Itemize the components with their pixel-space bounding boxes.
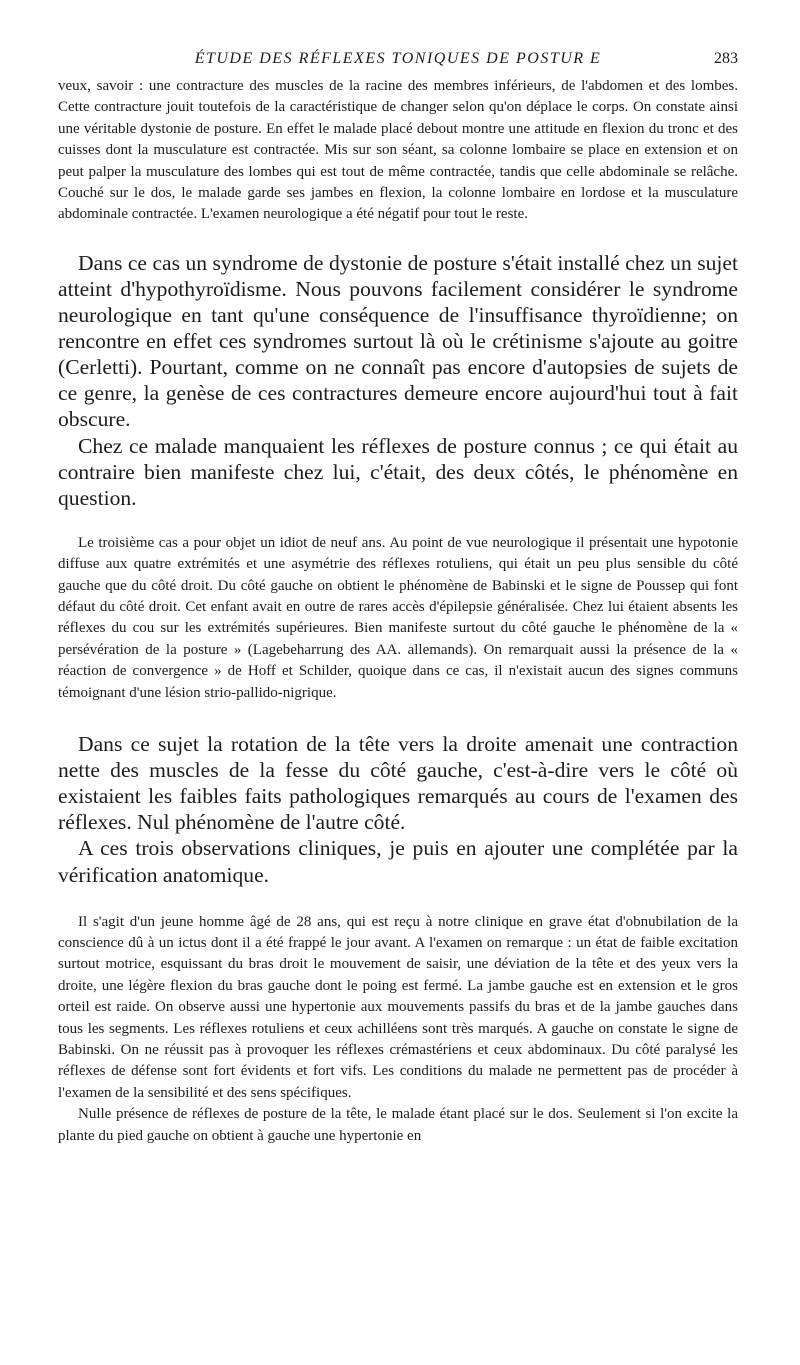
page-number: 283 xyxy=(714,50,738,67)
case-note-paragraph: Nulle présence de réflexes de posture de la tête, le malade étant placé sur le dos. Seulement si l'on excite la plante du pied gauche on obtient à gauche une hypertonie en xyxy=(58,1106,738,1144)
case-note-paragraph: Le troisième cas a pour objet un idiot de neuf ans. Au point de vue neurologique il présentait une hypotonie diffuse aux quatre extrémités et une asymétrie des réflexes rotuliens, qui était un peu plus sensible du côté gauche que du côté droit. Du côté gauche on obtient le phénomène de Babinski et le signe de Poussep qui font défaut du côté droit. Cet enfant avait en outre de rares accès d'épilepsie généralisée. Chez lui étaient absents les réflexes du cou sur les extrémités supérieures. Bien manifeste surtout du côté gauche le phénomène de la « persévération de la posture » (Lagebeharrung des AA. allemands). On remarquait aussi la présence de la « réaction de convergence » de Hoff et Schilder, quoique dans ce cas, il n'existait aucun des signes communs témoignant d'une lésion strio-pallido-nigrique. xyxy=(58,534,738,701)
running-title: ÉTUDE DES RÉFLEXES TONIQUES DE POSTUR E xyxy=(194,50,602,67)
body-paragraph: Dans ce cas un syndrome de dystonie de posture s'était installé chez un sujet atteint d'hypothyroïdisme. Nous pouvons facilement considérer le syndrome neurologique en tant qu'une conséquence de l'insuffisance thyroïdienne; on rencontre en effet ces syndromes surtout là où le crétinisme s'ajoute au goitre (Cerletti). Pourtant, comme on ne connaît pas encore d'autopsies de sujets de ce genre, la genèse de ces contractures demeure encore aujourd'hui tout à fait obscure. xyxy=(58,250,738,432)
running-header xyxy=(58,50,738,76)
case-note-paragraph: Il s'agit d'un jeune homme âgé de 28 ans, qui est reçu à notre clinique en grave état d'obnubilation de la conscience dû à un ictus dont il a été frappé le jour avant. A l'examen on remarque : un état de faible excitation surtout motrice, esquissant du bras droit le mouvement de saisir, une déviation de la tête et des yeux vers la droite, une légère flexion du bras gauche dont le poing est fermé. La jambe gauche est en extension et le gros orteil est raide. On observe aussi une hypertonie aux mouvements passifs du bras et de la jambe gauches dans tous les segments. Les réflexes rotuliens et ceux achilléens sont très marqués. A gauche on constate le signe de Babinski. On ne réussit pas à provoquer les réflexes crémastériens et ceux abdominaux. Du côté paralysé les réflexes de défense sont fort évidents et fort vifs. Les conditions du malade ne permettent pas de procéder à l'examen de la sensibilité et des sens spécifiques. xyxy=(58,913,738,1101)
body-paragraph: A ces trois observations cliniques, je puis en ajouter une complétée par la vérification anatomique. xyxy=(58,836,738,887)
case-note-paragraph: veux, savoir : une contracture des muscles de la racine des membres inférieurs, de l'abdomen et des lombes. Cette contracture jouit toutefois de la caractéristique de changer selon qu'on déplace le corps. On constate ainsi une véritable dystonie de posture. En effet le malade placé debout montre une attitude en flexion du tronc et des cuisses dont la musculature est contractée. Mis sur son séant, sa colonne lombaire se place en extension et on peut palper la musculature des lombes qui est tout de même contractée, tandis que celle abdominale se relâche. Couché sur le dos, le malade garde ses jambes en flexion, la colonne lombaire en lordose et la musculature abdominale contractée. L'examen neurologique a été négatif pour tout le reste. xyxy=(58,78,738,223)
body-paragraph: Dans ce sujet la rotation de la tête vers la droite amenait une contraction nette des muscles de la fesse du côté gauche, c'est-à-dire vers le côté où existaient les faibles faits pathologiques remarqués au cours de l'examen des réflexes. Nul phénomène de l'autre côté. xyxy=(58,732,738,835)
body-paragraph: Chez ce malade manquaient les réflexes de posture connus ; ce qui était au contraire bien manifeste chez lui, c'était, des deux côtés, le phénomène en question. xyxy=(58,433,738,510)
